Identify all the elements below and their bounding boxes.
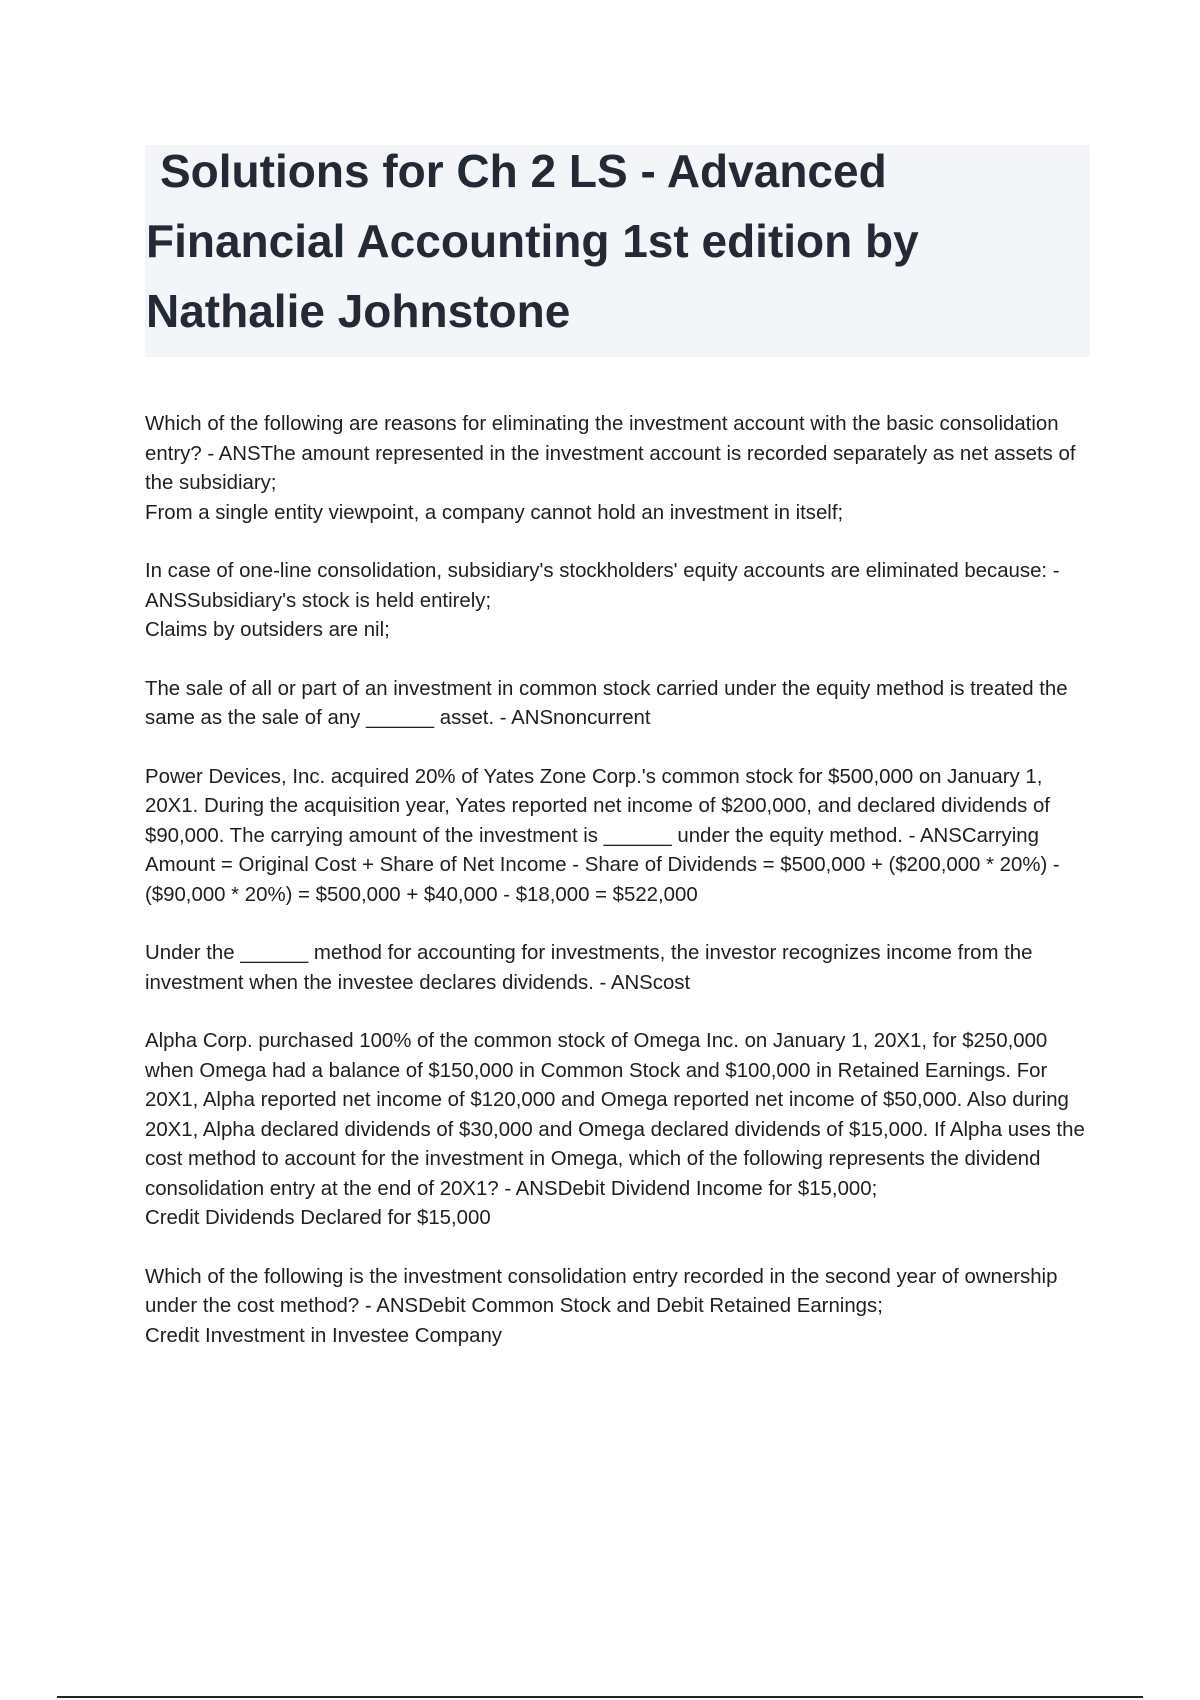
qa-text: The sale of all or part of an investment in common stock carried under the equity method is treated the same as the sale of any ______ asset. - ANSnoncurrent [145,677,1068,729]
footer-divider [57,1696,1143,1698]
qa-text: In case of one-line consolidation, subsidiary's stockholders' equity accounts are eliminated because: - ANSSubsidiary's stock is held entirely; [145,560,1060,612]
qa-item [145,557,1090,646]
qa-text: Claims by outsiders are nil; [145,619,390,641]
qa-text: Which of the following are reasons for eliminating the investment account with the basic consolidation entry? - ANSThe amount represented in the investment account is recorded separately as net assets of the subsidiary; [145,413,1076,494]
qa-text: From a single entity viewpoint, a company cannot hold an investment in itself; [145,501,844,524]
qa-text: Under the ______ method for accounting for investments, the investor recognizes income from the investment when the investee declares dividends. - ANScost [145,942,1033,994]
qa-text: Credit Investment in Investee Company [145,1324,503,1347]
qa-item [145,763,1090,911]
qa-item [145,1263,1090,1352]
qa-list [145,410,1090,1380]
qa-item [145,675,1090,734]
qa-item [145,939,1090,998]
qa-text: Credit Dividends Declared for $15,000 [145,1207,491,1229]
qa-text: Power Devices, Inc. acquired 20% of Yates Zone Corp.'s common stock for $500,000 on January 1, 20X1. During the acquisition year, Yates reported net income of $200,000, and declared dividends of $90,000. The carrying amount of the investment is ______ under the equity method. - ANSCarrying Amount = Original Cost + Share of Net Income - Share of Dividends = $500,000 + ($200,000 * 20%) - ($90,000 * 20%) = $500,000 + $40,000 - $18,000 = $522,000 [145,765,1060,906]
qa-item [145,410,1090,528]
qa-text: Alpha Corp. purchased 100% of the common stock of Omega Inc. on January 1, 20X1, for $250,000 when Omega had a balance of $150,000 in Common Stock and $100,000 in Retained Earnings. For 20X1, Alpha reported net income of $120,000 and Omega reported net income of $50,000. Also during 20X1, Alpha declared dividends of $30,000 and Omega declared dividends of $15,000. If Alpha uses the cost method to account for the investment in Omega, which of the following represents the dividend consolidation entry at the end of 20X1? - ANSDebit Dividend Income for $15,000; [145,1030,1085,1200]
qa-item [145,1027,1090,1234]
document-title: Solutions for Ch 2 LS - Advanced Financial Accounting 1st edition by Nathalie Johnstone [146,145,919,337]
qa-text: Which of the following is the investment consolidation entry recorded in the second year of ownership under the cost method? - ANSDebit Common Stock and Debit Retained Earnings; [145,1265,1058,1317]
